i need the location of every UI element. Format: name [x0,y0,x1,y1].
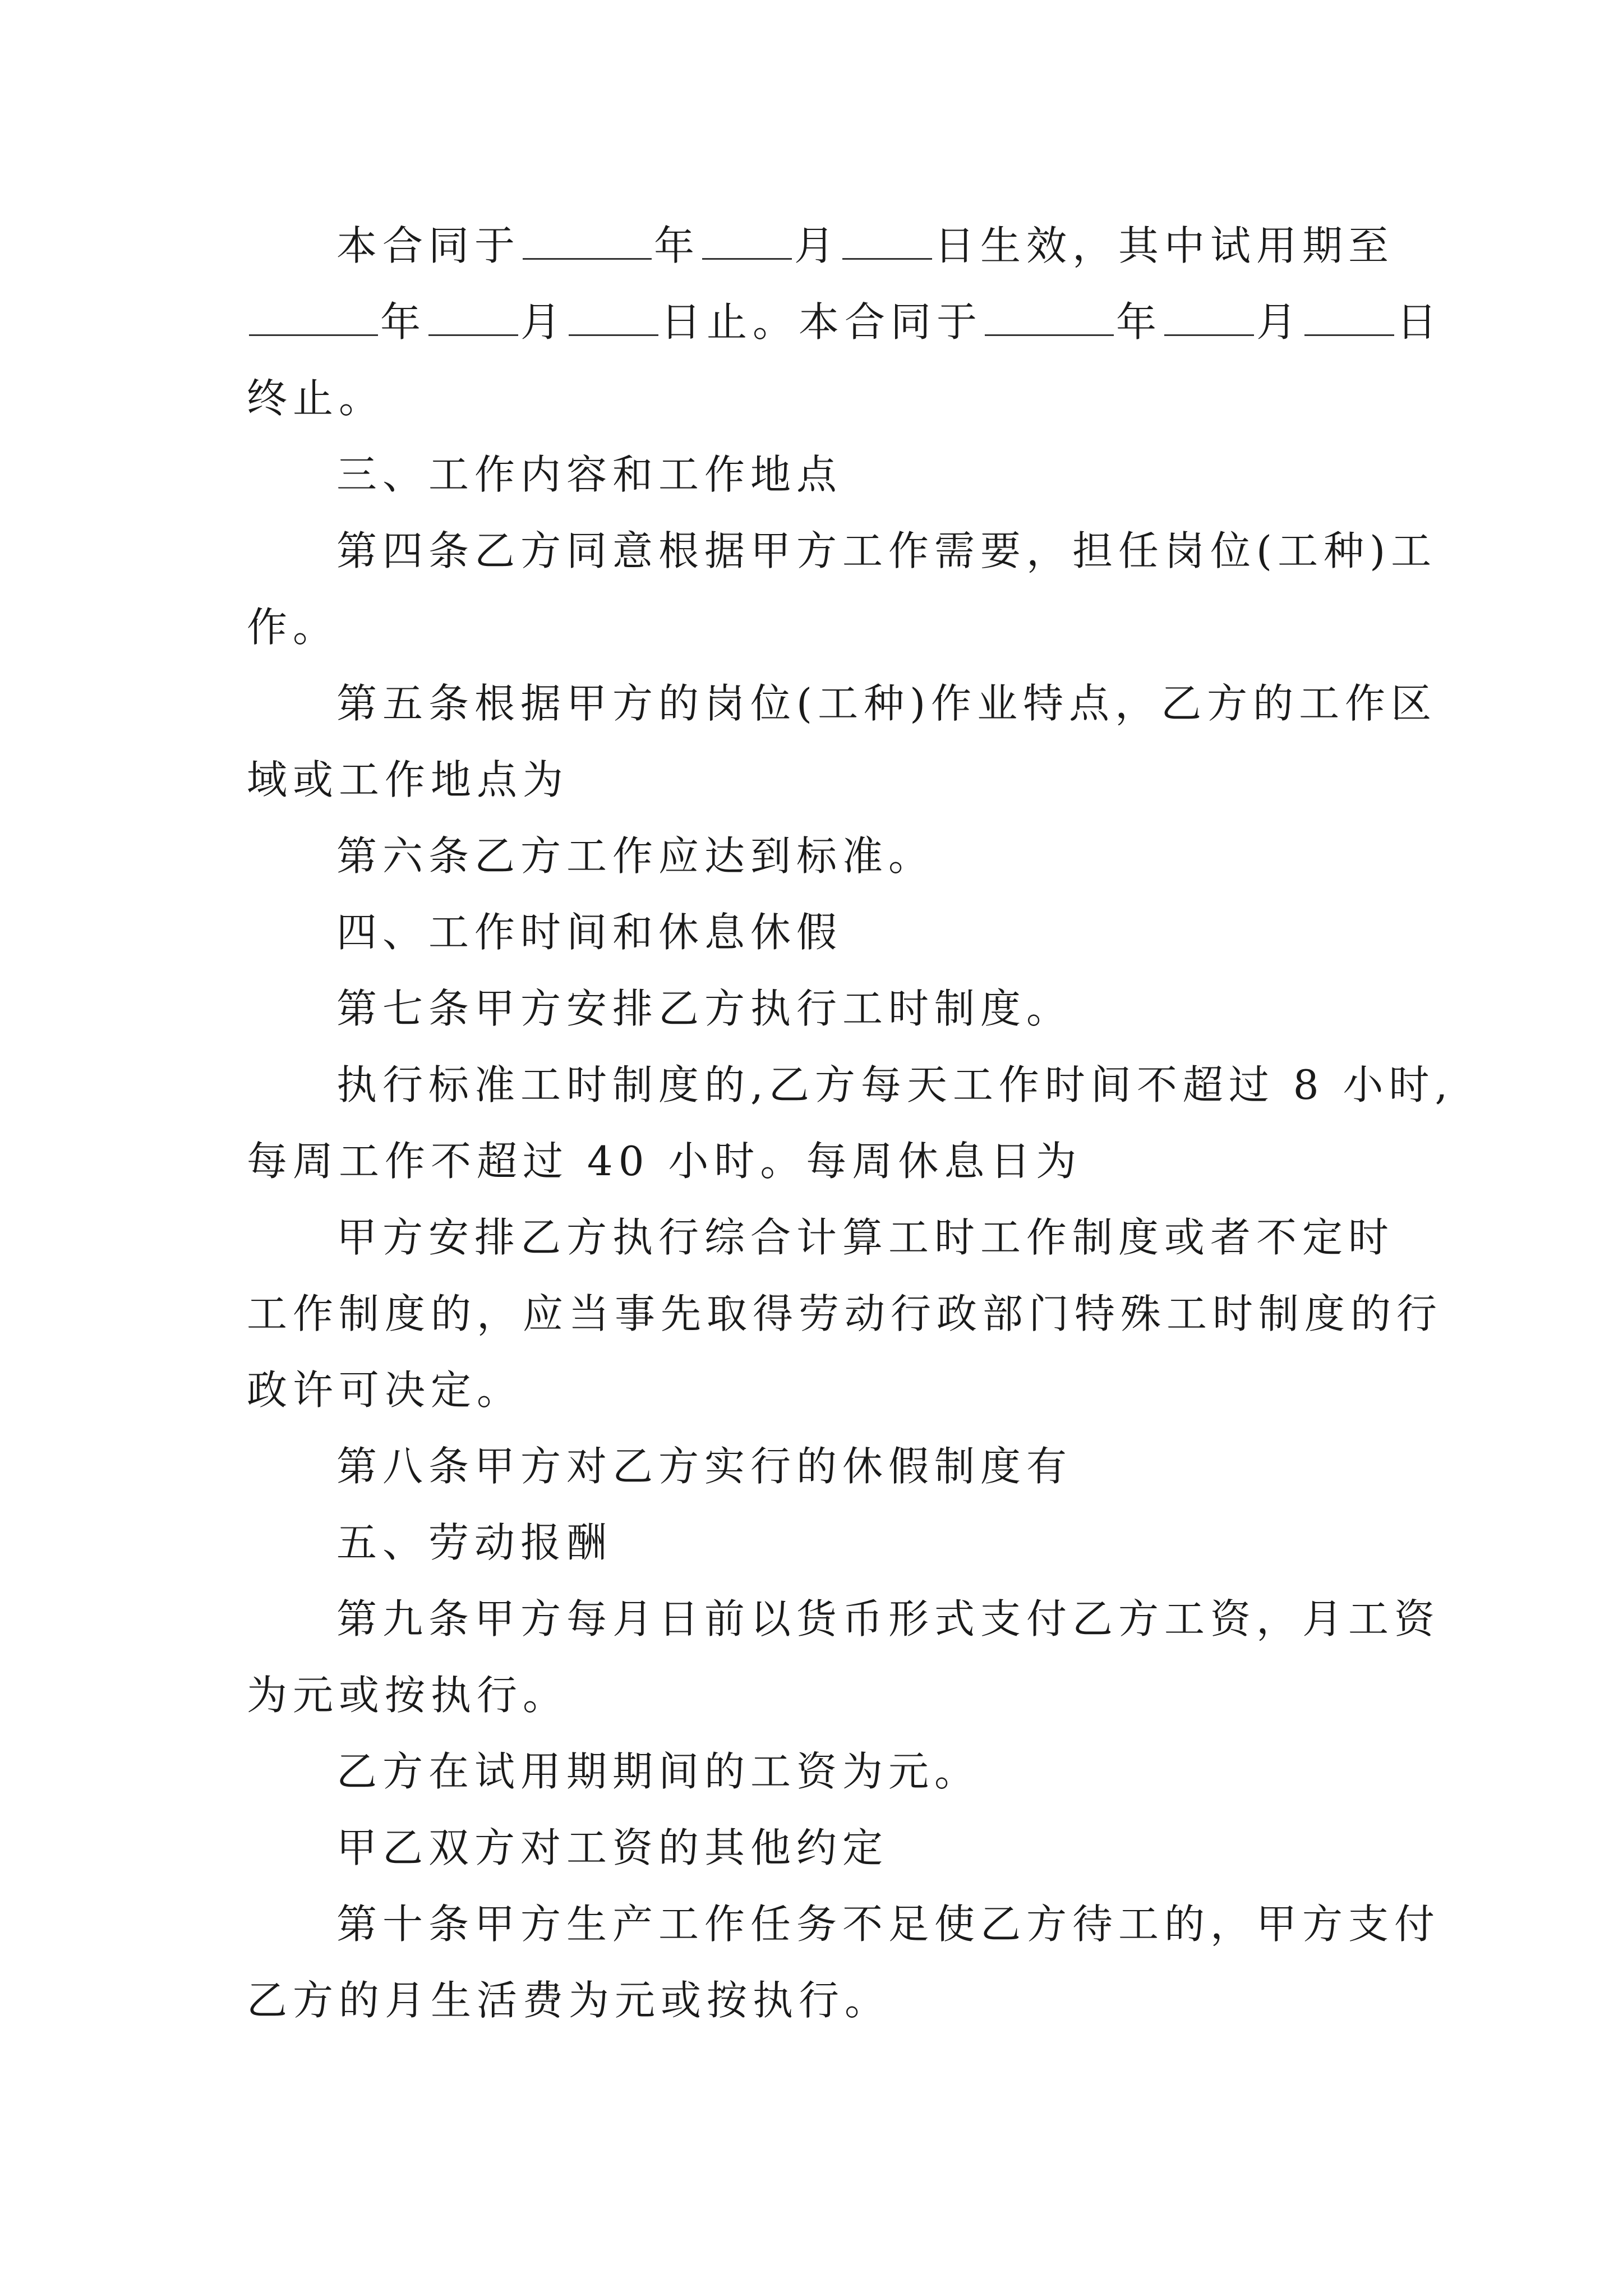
text-fragment: 日生效，其中试用期至 [934,222,1395,269]
text-fragment: 年 [654,222,700,269]
paragraph-line: 工作制度的，应当事先取得劳动行政部门特殊工时制度的行 [247,1290,1443,1337]
month-blank[interactable] [1164,302,1254,336]
text-fragment: 月 [794,222,841,269]
paragraph-line: 作。 [247,604,339,651]
paragraph-line: 政许可决定。 [247,1366,523,1414]
paragraph-line: 甲乙双方对工资的其他约定 [336,1824,889,1871]
paragraph-line: 第十条甲方生产工作任务不足使乙方待工的，甲方支付 [336,1901,1441,1948]
text-fragment: 年 [1116,298,1163,346]
year-blank[interactable] [985,302,1114,336]
paragraph-line: 第七条甲方安排乙方执行工时制度。 [336,985,1073,1032]
paragraph-line: 执行标准工时制度的,乙方每天工作时间不超过 8 小时, [336,1061,1454,1108]
year-blank[interactable] [523,226,652,260]
text-fragment: 月 [520,298,567,346]
text-fragment: 日止。本合同于 [661,298,983,346]
paragraph-line: 第八条甲方对乙方实行的休假制度有 [336,1443,1073,1490]
effective-clause-line3 [247,360,1385,436]
paragraph-line: 甲方安排乙方执行综合计算工时工作制度或者不定时 [336,1214,1395,1261]
month-blank[interactable] [428,302,518,336]
effective-clause-line2 [247,284,1443,360]
day-blank[interactable] [569,302,658,336]
paragraph-line: 第六条乙方工作应达到标准。 [336,832,935,880]
text-fragment: 年 [380,298,427,346]
day-blank[interactable] [1304,302,1394,336]
paragraph-line: 乙方的月生活费为元或按执行。 [247,1977,891,2024]
text-fragment: 日 [1396,298,1443,346]
day-blank[interactable] [842,226,932,260]
effective-clause-line1 [247,208,1395,284]
section-heading: 四、工作时间和休息休假 [336,909,843,956]
paragraph-line: 第九条甲方每月日前以货币形式支付乙方工资，月工资 [336,1595,1441,1642]
paragraph-line: 为元或按执行。 [247,1672,569,1719]
text-fragment: 终止。 [247,375,385,422]
text-fragment: 月 [1256,298,1303,346]
paragraph-line: 域或工作地点为 [247,756,569,803]
paragraph-line: 每周工作不超过 40 小时。每周休息日为 [247,1138,1082,1185]
section-heading: 三、工作内容和工作地点 [336,451,843,498]
paragraph-line: 第五条根据甲方的岗位(工种)作业特点，乙方的工作区 [336,680,1437,727]
text-fragment: 本合同于 [336,222,521,269]
month-blank[interactable] [702,226,792,260]
section-heading: 五、劳动报酬 [336,1519,613,1566]
paragraph-line: 乙方在试用期期间的工资为元。 [336,1748,981,1795]
document-body [247,208,1454,2039]
year-blank[interactable] [249,302,378,336]
paragraph-line: 第四条乙方同意根据甲方工作需要，担任岗位(工种)工 [336,527,1437,574]
